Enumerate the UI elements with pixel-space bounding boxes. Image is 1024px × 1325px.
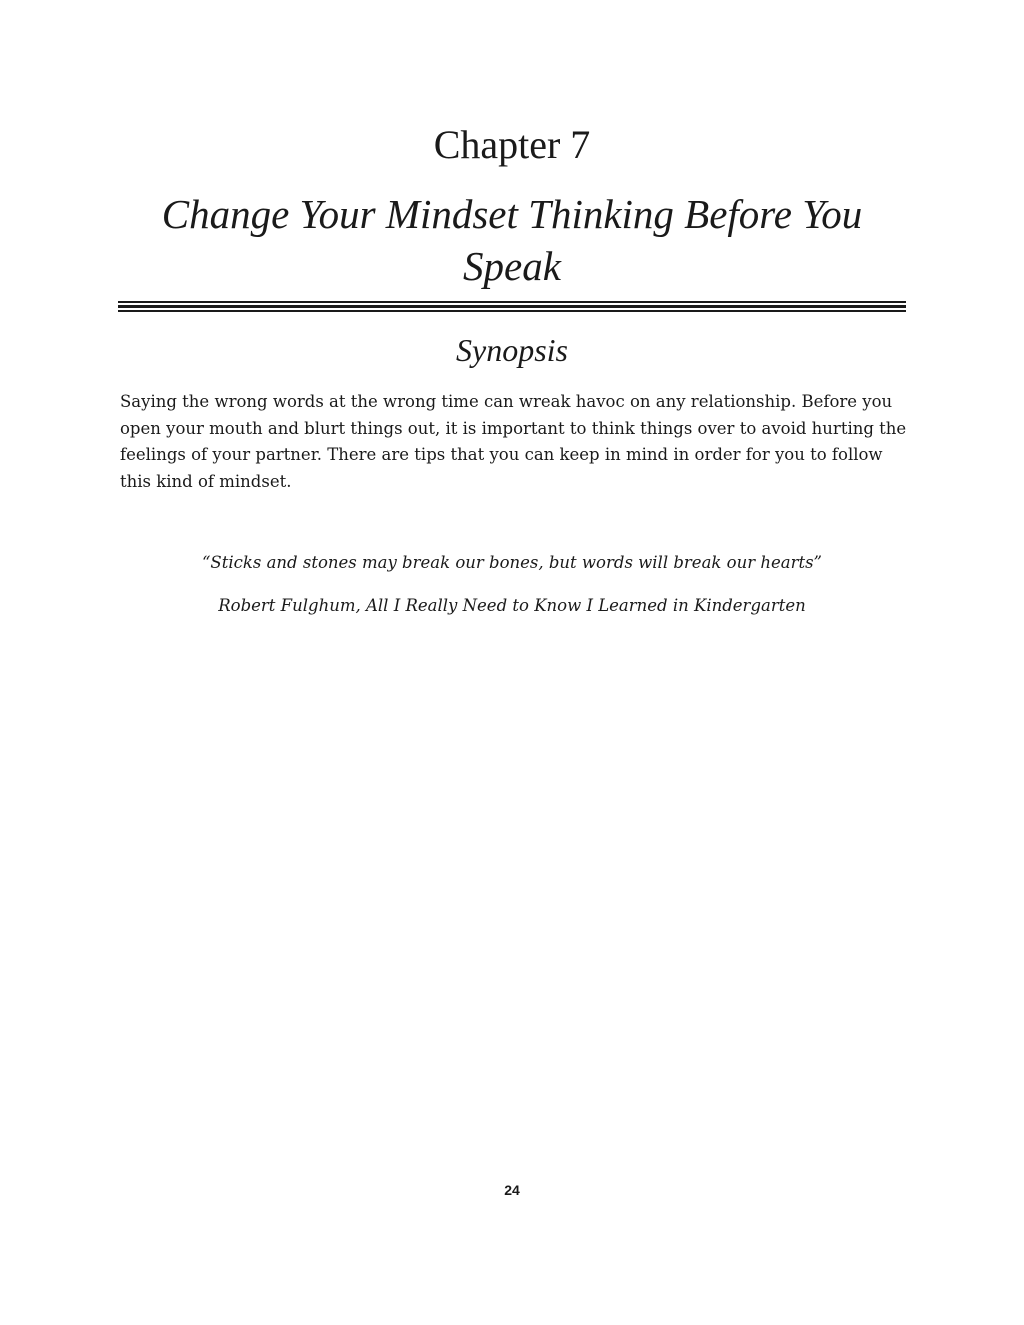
epigraph-quote: “Sticks and stones may break our bones, but words will break our hearts” [201,553,822,572]
chapter-number: Chapter 7 [433,122,591,167]
divider-line-top [118,301,906,303]
divider-line-bottom [118,310,906,312]
chapter-title: Change Your Mindset Thinking Before You Speak [161,191,863,289]
divider-line-middle [118,305,906,308]
epigraph-attribution: Robert Fulghum, All I Really Need to Know I Learned in Kindergarten [218,596,806,615]
title-divider [118,301,906,312]
section-heading: Synopsis [456,332,568,368]
synopsis-paragraph: Saying the wrong words at the wrong time can wreak havoc on any relationship. Before you open your mouth and blurt things out, it is important to think things over to avoid hurting the feelings of your partner. There are tips that you can keep in mind in order for you to follow this kind of mindset. [120,392,907,491]
page-number: 24 [504,1182,520,1198]
